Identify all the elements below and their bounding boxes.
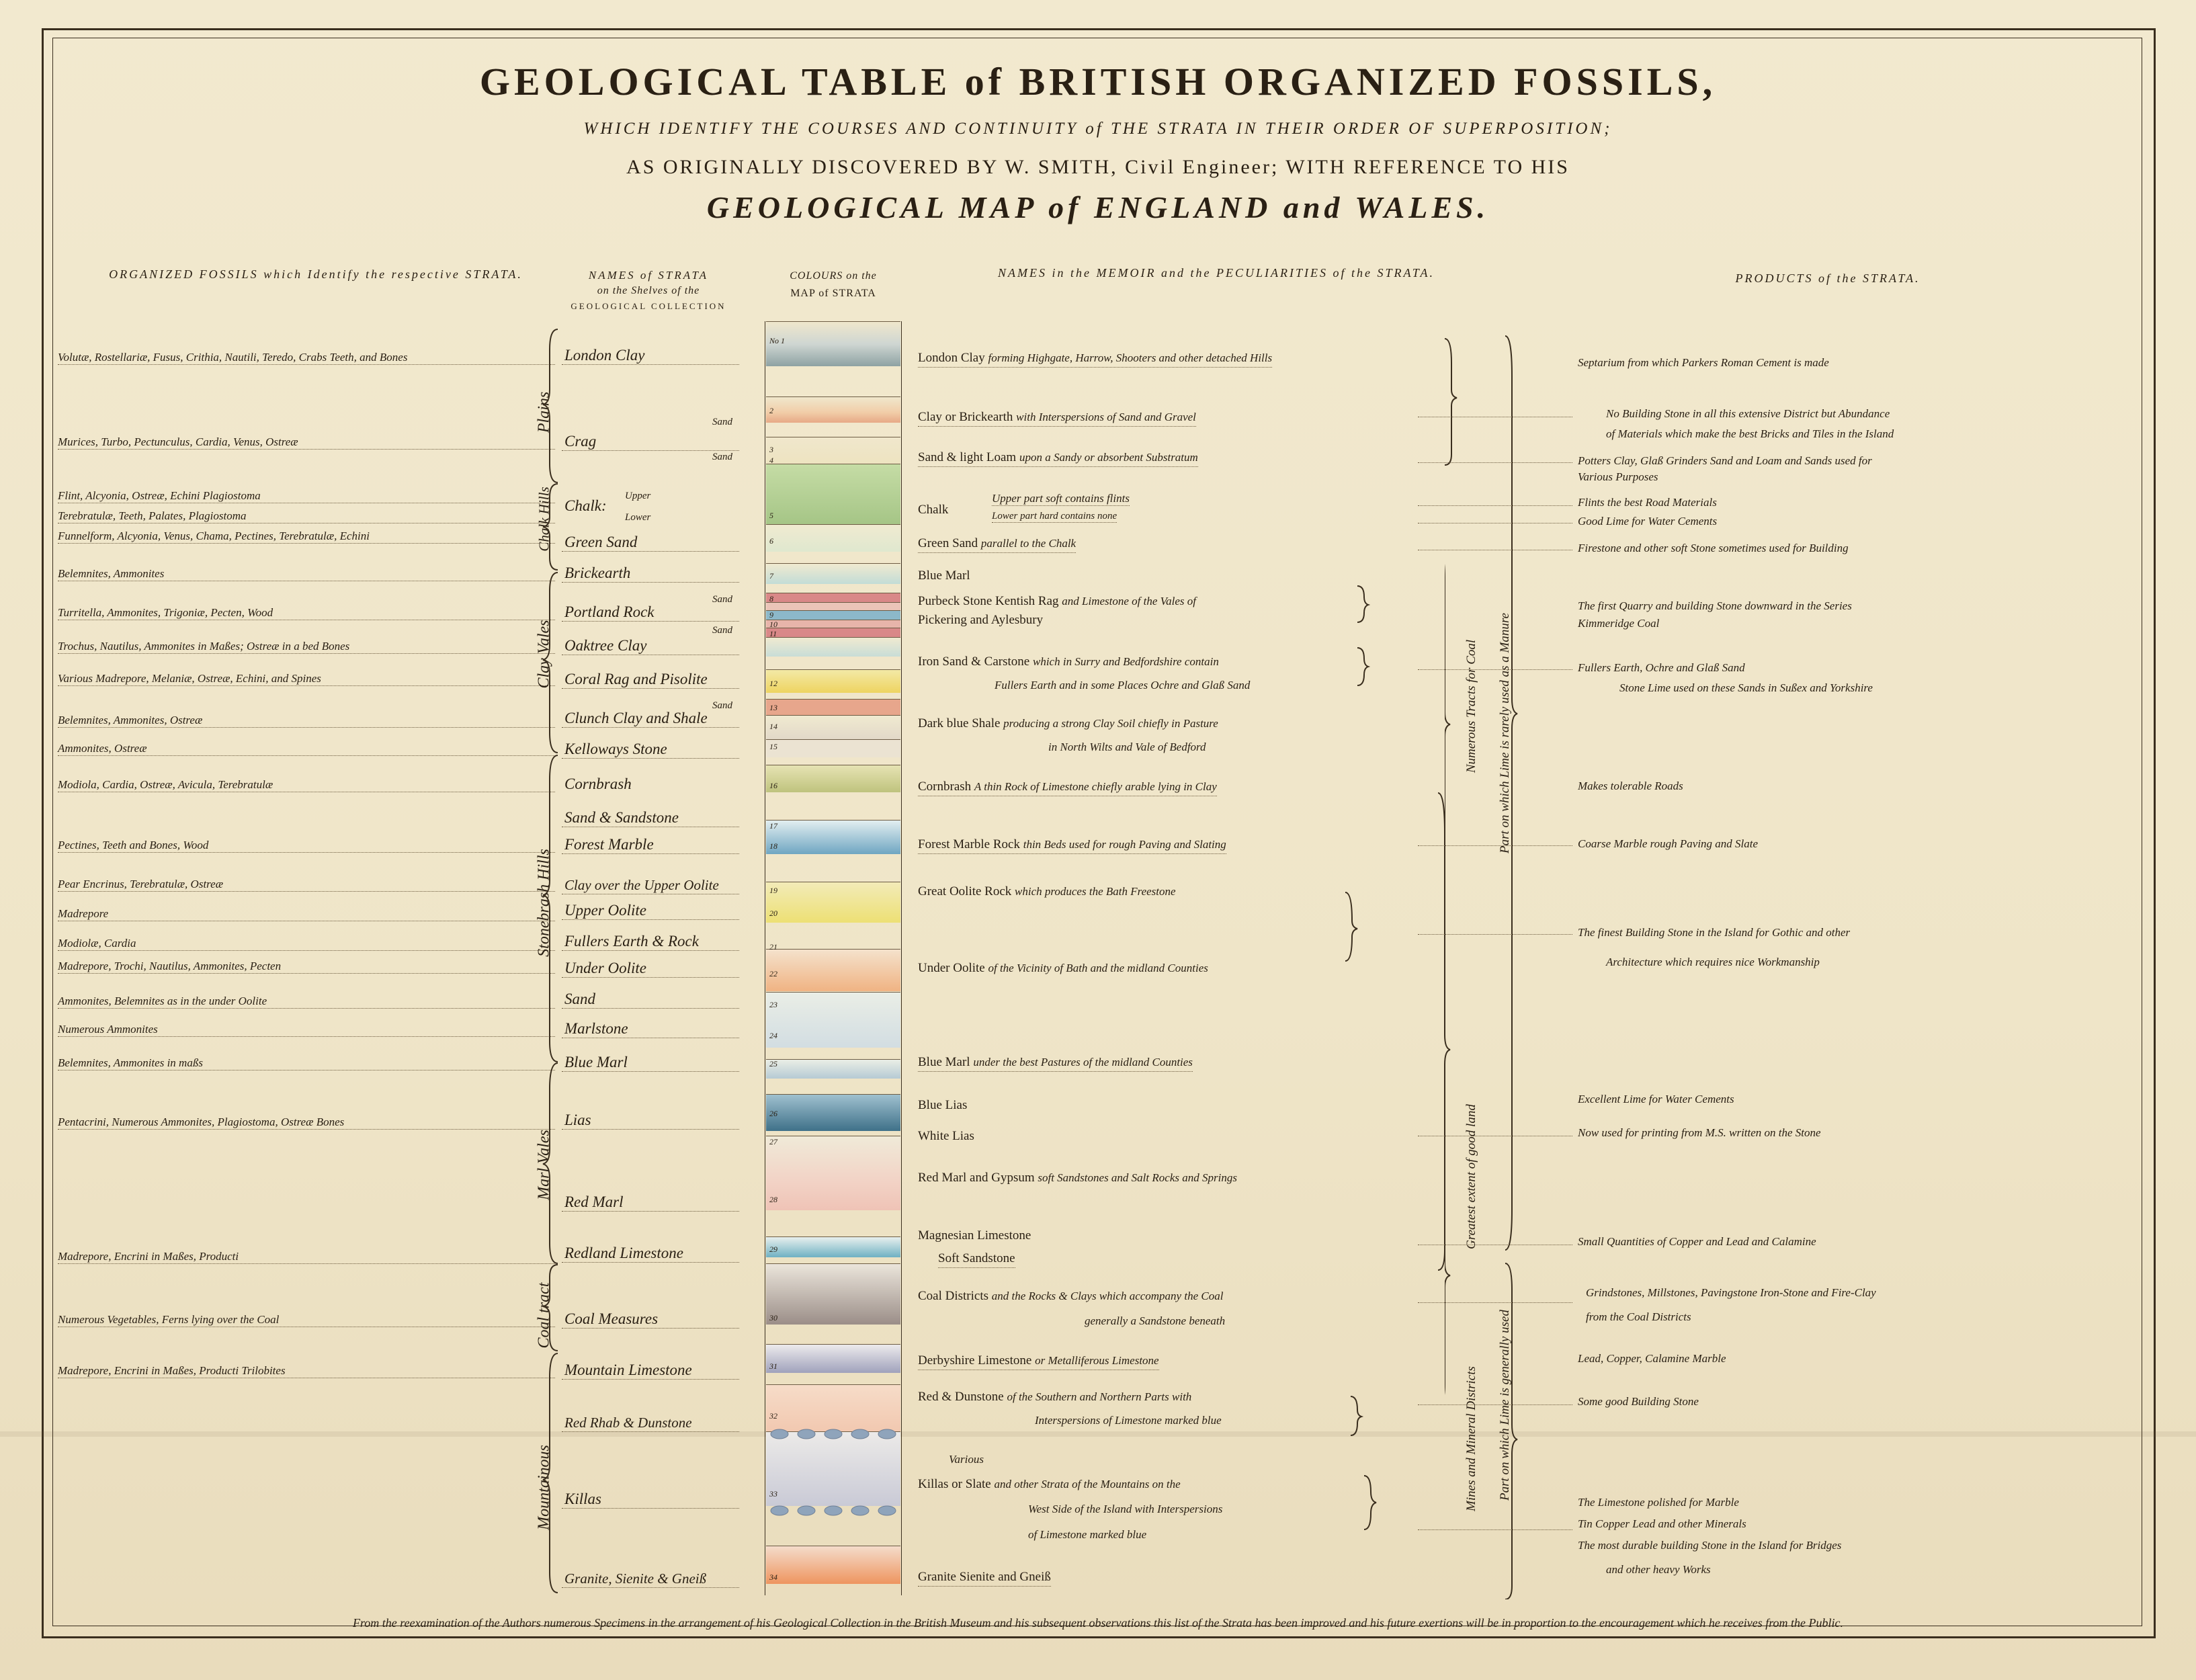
stratum-name: Chalk: (564, 497, 607, 514)
fossil-row: Modiola, Cardia, Ostreæ, Avicula, Terebratulæ (58, 778, 555, 792)
colour-number: 13 (769, 703, 777, 712)
memoir-row: Red Marl and Gypsum soft Sandstones and Salt Rocks and Springs (918, 1171, 1237, 1185)
product-row: The most durable building Stone in the Island for Bridges (1578, 1539, 1842, 1552)
fossil-row: Madrepore, Trochi, Nautilus, Ammonites, Pecten (58, 960, 555, 974)
memoir-note: in North Wilts and Vale of Bedford (1048, 741, 1206, 753)
chalk-lower: Lower (625, 512, 651, 523)
stratum-name: Granite, Sienite & Gneiß (562, 1570, 739, 1588)
fossil-row: Belemnites, Ammonites in maßs (58, 1056, 555, 1070)
stratum-name: Mountain Limestone (562, 1361, 739, 1380)
memoir-note: Fullers Earth and in some Places Ochre and Glaß Sand (995, 679, 1251, 691)
colour-number: 16 (769, 781, 777, 790)
colour-number: 18 (769, 841, 777, 851)
memoir-row: Purbeck Stone Kentish Rag and Limestone of the Vales of (918, 594, 1196, 608)
fossil-row: Ammonites, Ostreæ (58, 742, 555, 756)
memoir-row: Killas or Slate and other Strata of the Mountains on the (918, 1477, 1181, 1491)
note-lime-manure: Part on which Lime is rarely used as a Manure (1498, 613, 1512, 853)
stratum-name: Redland Limestone (562, 1245, 739, 1263)
band-25-blue-marl (766, 1059, 900, 1079)
colour-number: 28 (769, 1195, 777, 1204)
leader-line (1418, 669, 1572, 670)
product-row: Coarse Marble rough Paving and Slate (1578, 837, 1759, 850)
colour-number: 12 (769, 679, 777, 688)
colour-number: 30 (769, 1313, 777, 1322)
colour-number: 20 (769, 909, 777, 918)
fossil-row: Ammonites, Belemnites as in the under Oolite (58, 995, 555, 1009)
colour-number: 8 (769, 594, 773, 603)
header-names-2: on the Shelves of the (597, 285, 700, 296)
colour-number: 22 (769, 969, 777, 978)
band-1-london-clay (766, 321, 900, 366)
memoir-row: Under Oolite of the Vicinity of Bath and the midland Counties (918, 961, 1208, 975)
fossil-row: Murices, Turbo, Pectunculus, Cardia, Venus, Ostreæ (58, 435, 555, 450)
fossil-row: Turritella, Ammonites, Trigoniæ, Pecten, Wood (58, 606, 555, 620)
band-9 (766, 610, 900, 620)
memoir-note: Interspersions of Limestone marked blue (1035, 1414, 1222, 1427)
group-marl-vales: Marl Vales (535, 1130, 553, 1200)
fossil-row: Pear Encrinus, Terebratulæ, Ostreæ (58, 878, 555, 892)
group-braces (535, 323, 564, 1599)
stratum-name: Green Sand (562, 534, 739, 552)
product-row: Grindstones, Millstones, Pavingstone Iron-Stone and Fire-Clay (1586, 1286, 1876, 1299)
colour-number: 24 (769, 1031, 777, 1040)
stratum-name: Under Oolite (562, 960, 739, 978)
note-good-land: Greatest extent of good land (1464, 1104, 1478, 1249)
product-row: Small Quantities of Copper and Lead and Calamine (1578, 1235, 1816, 1248)
product-row: No Building Stone in all this extensive District but Abundance (1606, 407, 1890, 420)
band-26-lias (766, 1094, 900, 1131)
fossil-row: Pentacrini, Numerous Ammonites, Plagiostoma, Ostreæ Bones (58, 1116, 555, 1130)
memoir-note: West Side of the Island with Interspersions (1028, 1503, 1223, 1515)
stratum-name: Fullers Earth & Rock (562, 933, 739, 951)
memoir-row: Granite Sienite and Gneiß (918, 1570, 1051, 1587)
leader-line (1418, 505, 1572, 506)
band-18-forest-marble (766, 820, 900, 854)
memoir-row: Great Oolite Rock which produces the Bath Freestone (918, 884, 1176, 898)
band-23-24 (766, 992, 900, 1048)
colour-number: 10 (769, 620, 777, 629)
memoir-row: Sand & light Loam upon a Sandy or absorbent Substratum (918, 450, 1198, 467)
colour-number: 15 (769, 742, 777, 751)
band-5-chalk (766, 464, 900, 525)
product-row: Excellent Lime for Water Cements (1578, 1093, 1734, 1105)
band-6-green-sand (766, 524, 900, 552)
leader-line (1418, 1302, 1572, 1303)
group-mountainous: Mountainous (535, 1445, 553, 1530)
colour-number: 32 (769, 1411, 777, 1421)
product-row: Makes tolerable Roads (1578, 780, 1683, 792)
fossil-row: Funnelform, Alcyonia, Venus, Chama, Pectines, Terebratulæ, Echini (58, 530, 555, 544)
band-22-under-oolite (766, 949, 900, 991)
stratum-name: Cornbrash (564, 775, 632, 792)
fossil-row: Flint, Alcyonia, Ostreæ, Echini Plagiostoma (58, 489, 555, 503)
memoir-row: Dark blue Shale producing a strong Clay Soil chiefly in Pasture (918, 716, 1218, 730)
stratum-name: Sand (562, 991, 739, 1009)
stratum-name: Portland Rock (562, 603, 739, 622)
stratum-name: Coal Measures (562, 1310, 739, 1329)
band-oaktree (766, 637, 900, 657)
colour-number: 9 (769, 610, 773, 620)
band-14 (766, 715, 900, 740)
stratum-name: London Clay (562, 347, 739, 365)
group-stonebrash-hills: Stonebrash Hills (535, 849, 553, 957)
product-row: Good Lime for Water Cements (1578, 515, 1718, 528)
memoir-row: Derbyshire Limestone or Metalliferous Limestone (918, 1353, 1159, 1370)
header-fossils: ORGANIZED FOSSILS which Identify the respective STRATA. (109, 267, 523, 281)
colour-number: 27 (769, 1137, 777, 1146)
fossil-row: Belemnites, Ammonites, Ostreæ (58, 714, 555, 728)
header-products: PRODUCTS of the STRATA. (1735, 271, 1920, 285)
fossil-row: Madrepore (58, 907, 555, 921)
memoir-row: Red & Dunstone of the Southern and Northern Parts with (918, 1390, 1192, 1404)
memoir-row: Blue Marl under the best Pastures of the midland Counties (918, 1055, 1193, 1072)
colour-number: 23 (769, 1000, 777, 1009)
memoir-row: Pickering and Aylesbury (918, 613, 1044, 627)
title-line-2: WHICH IDENTIFY THE COURSES AND CONTINUITY of THE STRATA IN THEIR ORDER OF SUPERPOSITION; (583, 120, 1613, 138)
leader-line (1418, 845, 1572, 846)
colour-number: 4 (769, 456, 773, 465)
colour-number: 26 (769, 1109, 777, 1118)
product-row: and other heavy Works (1606, 1563, 1711, 1576)
product-row: Now used for printing from M.S. written on the Stone (1578, 1126, 1821, 1139)
product-row: The first Quarry and building Stone downward in the Series (1578, 599, 1852, 612)
chalk-upper: Upper (625, 491, 651, 501)
colour-number: 31 (769, 1361, 777, 1371)
band-19-20-oolite (766, 882, 900, 923)
product-row: Lead, Copper, Calamine Marble (1578, 1352, 1726, 1365)
product-row: Tin Copper Lead and other Minerals (1578, 1517, 1746, 1530)
colour-number: 19 (769, 886, 777, 895)
colour-number: 29 (769, 1245, 777, 1254)
band-31-mountain-limestone (766, 1344, 900, 1373)
limestone-interspersions (766, 1423, 900, 1524)
memoir-row: Blue Lias (918, 1098, 968, 1112)
stratum-name: Clunch Clay and Shale (562, 710, 739, 728)
group-coal-tract: Coal tract (535, 1282, 553, 1349)
stratum-name: Red Rhab & Dunstone (562, 1414, 739, 1432)
product-row: Flints the best Road Materials (1578, 496, 1717, 509)
memoir-row: Soft Sandstone (938, 1251, 1015, 1268)
footer-note: From the reexamination of the Authors numerous Specimens in the arrangement of his Geological Collection in the British Museum and his subsequent observations this list of the Strata has been improved and his future exertions will be in proportion to the encouragement which he receives from the Public. (352, 1616, 1844, 1630)
product-row: Some good Building Stone (1578, 1395, 1699, 1408)
memoir-row: Green Sand parallel to the Chalk (918, 536, 1076, 553)
colour-number: 3 (769, 445, 773, 454)
band-7-brickearth (766, 563, 900, 584)
header-names-1: NAMES of STRATA (588, 269, 709, 282)
band-29-redland (766, 1236, 900, 1257)
colour-number: 17 (769, 821, 777, 831)
product-row: Kimmeridge Coal (1578, 617, 1660, 630)
band-30-coal (766, 1263, 900, 1325)
stratum-name: Oaktree Clay (562, 637, 739, 655)
fossil-row: Numerous Ammonites (58, 1023, 555, 1037)
product-row: Potters Clay, Glaß Grinders Sand and Loam and Sands used for (1578, 454, 1872, 467)
note-lime-generally: Part on which Lime is generally used (1498, 1310, 1512, 1501)
memoir-note: Upper part soft contains flints (992, 492, 1130, 505)
memoir-row: Magnesian Limestone (918, 1228, 1031, 1243)
memoir-row: Iron Sand & Carstone which in Surry and Bedfordshire contain (918, 655, 1219, 669)
stratum-name: Red Marl (562, 1193, 739, 1212)
colour-number: 5 (769, 511, 773, 520)
memoir-note: of Limestone marked blue (1028, 1528, 1147, 1541)
sand-label: Sand (712, 417, 732, 427)
stratum-name: Upper Oolite (562, 902, 739, 920)
memoir-note: Various (949, 1453, 984, 1466)
fossil-row: Belemnites, Ammonites (58, 567, 555, 581)
stratum-name: Crag (562, 433, 739, 451)
band-11 (766, 628, 900, 638)
stratum-name: Sand & Sandstone (562, 809, 739, 827)
product-braces (1445, 323, 1546, 1599)
group-plains: Plains (535, 391, 553, 433)
title-line-4: GEOLOGICAL MAP of ENGLAND and WALES. (706, 190, 1490, 224)
fossil-row: Pectines, Teeth and Bones, Wood (58, 839, 555, 853)
memoir-note: Lower part hard contains none (992, 511, 1117, 521)
stratum-name: Coral Rag and Pisolite (562, 671, 739, 689)
fossil-row: Numerous Vegetables, Ferns lying over the Coal (58, 1313, 555, 1327)
product-row: of Materials which make the best Bricks and Tiles in the Island (1606, 427, 1894, 440)
header-memoir: NAMES in the MEMOIR and the PECULIARITIES of the STRATA. (998, 266, 1435, 280)
product-row: Various Purposes (1578, 470, 1658, 483)
sand-label: Sand (712, 452, 732, 462)
fossil-row: Madrepore, Encrini in Maßes, Producti Trilobites (58, 1364, 555, 1378)
product-row: Firestone and other soft Stone sometimes used for Building (1578, 542, 1849, 554)
memoir-row: Clay or Brickearth with Interspersions of Sand and Gravel (918, 410, 1196, 427)
band-34-granite (766, 1546, 900, 1584)
stratum-name: Killas (562, 1490, 739, 1509)
band-28-red-marl (766, 1136, 900, 1210)
stratum-name: Lias (562, 1111, 739, 1130)
fossil-row: Modiolæ, Cardia (58, 937, 555, 951)
memoir-row: Forest Marble Rock thin Beds used for rough Paving and Slating (918, 837, 1226, 854)
stratum-name: Clay over the Upper Oolite (562, 876, 739, 894)
note-mines: Mines and Mineral Districts (1464, 1366, 1478, 1511)
product-row: Architecture which requires nice Workmanship (1606, 956, 1820, 968)
group-clay-vales: Clay Vales (535, 620, 553, 689)
memoir-row: Coal Districts and the Rocks & Clays which accompany the Coal (918, 1289, 1224, 1303)
band-13 (766, 699, 900, 716)
stratum-name: Kelloways Stone (562, 741, 739, 759)
band-15-kelloways (766, 739, 900, 757)
memoir-row: London Clay forming Highgate, Harrow, Shooters and other detached Hills (918, 351, 1272, 368)
colour-number: 2 (769, 406, 773, 415)
leader-line (1418, 1404, 1572, 1405)
product-row: The Limestone polished for Marble (1578, 1496, 1739, 1509)
colour-number: 11 (769, 629, 777, 638)
colour-number: 7 (769, 571, 773, 581)
colour-number: 34 (769, 1572, 777, 1582)
colour-number: 21 (769, 942, 777, 952)
sand-label: Sand (712, 594, 732, 605)
leader-line (1418, 1529, 1572, 1530)
sand-label: Sand (712, 700, 732, 711)
header-colours-2: MAP of STRATA (790, 288, 876, 299)
band-16-cornbrash (766, 765, 900, 792)
fossil-row: Madrepore, Encrini in Maßes, Producti (58, 1250, 555, 1264)
paper-fold (0, 1431, 2196, 1437)
colour-number: No 1 (769, 336, 786, 345)
header-colours-1: COLOURS on the (790, 270, 877, 282)
band-2-crag (766, 396, 900, 423)
colour-number: 6 (769, 536, 773, 546)
memoir-row: Chalk (918, 503, 949, 517)
memoir-row: Blue Marl (918, 569, 970, 583)
fossil-row: Trochus, Nautilus, Ammonites in Maßes; Ostreæ in a bed Bones (58, 640, 555, 654)
stratum-name: Forest Marble (562, 836, 739, 854)
memoir-note: generally a Sandstone beneath (1085, 1314, 1226, 1327)
band-3-sand (766, 437, 900, 464)
note-coal-tracts: Numerous Tracts for Coal (1464, 639, 1478, 773)
memoir-row: White Lias (918, 1129, 974, 1143)
title-line-1: GEOLOGICAL TABLE of BRITISH ORGANIZED FOSSILS, (479, 60, 1717, 103)
leader-line (1418, 934, 1572, 935)
colour-number: 25 (769, 1059, 777, 1068)
stratum-name: Brickearth (562, 564, 739, 583)
fossil-row: Volutæ, Rostellariæ, Fusus, Crithia, Nautili, Teredo, Crabs Teeth, and Bones (58, 351, 555, 365)
memoir-row: Cornbrash A thin Rock of Limestone chiefly arable lying in Clay (918, 780, 1217, 796)
fossil-row: Terebratulæ, Teeth, Palates, Plagiostoma (58, 509, 555, 523)
product-row: from the Coal Districts (1586, 1310, 1691, 1323)
leader-line (1418, 462, 1572, 463)
band-12-coral-rag (766, 669, 900, 693)
group-chalk-hills: Chalk Hills (536, 487, 552, 552)
stratum-name: Marlstone (562, 1020, 739, 1038)
band-8-portland (766, 593, 900, 603)
product-row: Septarium from which Parkers Roman Cement is made (1578, 356, 1829, 369)
title-line-3: AS ORIGINALLY DISCOVERED BY W. SMITH, Civil Engineer; WITH REFERENCE TO HIS (626, 156, 1570, 178)
product-row: The finest Building Stone in the Island for Gothic and other (1578, 926, 1851, 939)
sand-label: Sand (712, 625, 732, 636)
colour-number: 14 (769, 722, 777, 731)
colour-number: 33 (769, 1489, 777, 1499)
product-row: Fullers Earth, Ochre and Glaß Sand (1578, 661, 1745, 674)
product-row: Stone Lime used on these Sands in Sußex and Yorkshire (1619, 681, 1873, 694)
stratum-name: Blue Marl (562, 1054, 739, 1072)
fossil-row: Various Madrepore, Melaniæ, Ostreæ, Echini, and Spines (58, 672, 555, 686)
header-names-3: GEOLOGICAL COLLECTION (571, 301, 726, 311)
